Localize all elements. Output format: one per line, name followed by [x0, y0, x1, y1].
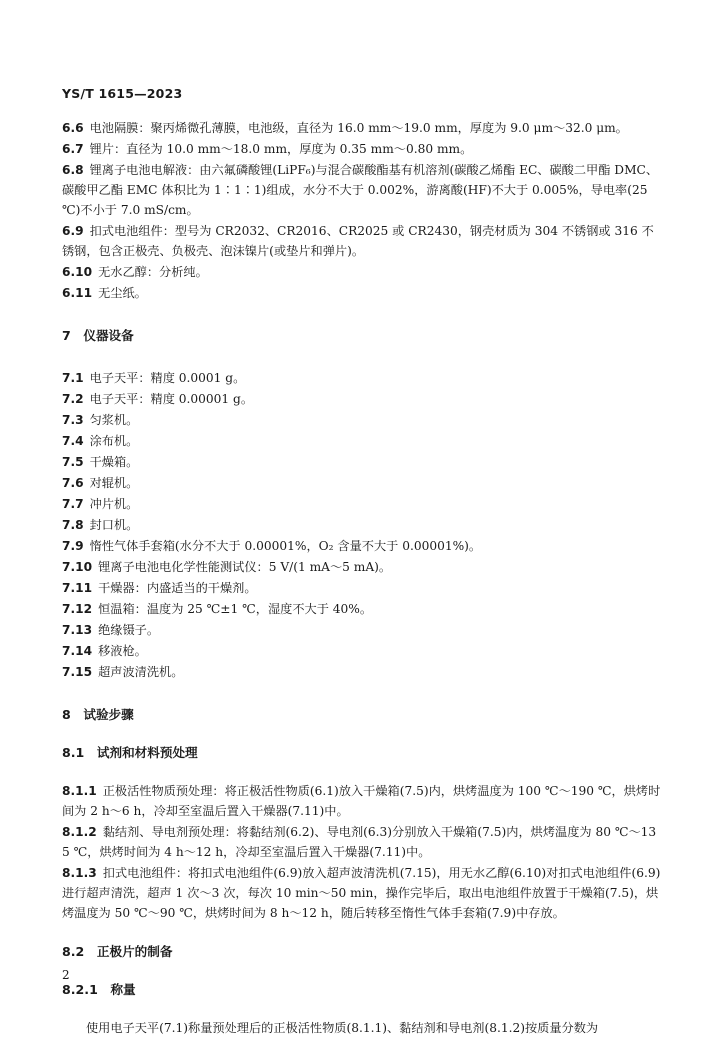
- section-8-heading: 8 试验步骤: [62, 707, 134, 722]
- clause-text: 黏结剂、导电剂预处理：将黏结剂(6.2)、导电剂(6.3)分别放入干燥箱(7.5)内，烘烤温度为 80 ℃～135 ℃，烘烤时间为 4 h～12 h，冷却至室温后置入干燥器(7.11)中。: [62, 825, 657, 859]
- clause-text: 扣式电池组件：将扣式电池组件(6.9)放入超声波清洗机(7.15)，用无水乙醇(6.10)对扣式电池组件(6.9)进行超声清洗，超声 1 次～3 次，每次 10 min～50 min，操作完毕后，取出电池组件放置于干燥箱(7.5)，烘烤温度为 50 ℃～90 ℃，烘烤时间为 8 h～12 h，随后转移至惰性气体手套箱(7.9)中存放。: [62, 866, 661, 920]
- clause-6-6: [62, 118, 662, 138]
- clause-7-6: [62, 473, 662, 493]
- page-number: 2: [62, 968, 70, 982]
- clause-number: 6.10: [62, 265, 93, 279]
- clause-text: 正极活性物质预处理：将正极活性物质(6.1)放入干燥箱(7.5)内，烘烤温度为 100 ℃～190 ℃，烘烤时间为 2 h～6 h，冷却至室温后置入干燥器(7.11)中。: [62, 784, 661, 818]
- clause-7-14: [62, 641, 662, 661]
- clause-8-1-2: [62, 822, 662, 862]
- clause-number: 7.2: [62, 392, 84, 406]
- clause-text: 无水乙醇：分析纯。: [98, 265, 208, 279]
- document-body: [62, 118, 662, 1039]
- clause-7-2: [62, 389, 662, 409]
- clause-text: 对辊机。: [89, 476, 139, 490]
- clause-text: 锂片：直径为 10.0 mm～18.0 mm，厚度为 0.35 mm～0.80 mm。: [89, 142, 473, 156]
- clause-number: 7.11: [62, 581, 93, 595]
- clause-number: 7.7: [62, 497, 84, 511]
- section-8-2-heading: 8.2 正极片的制备: [62, 944, 173, 959]
- clause-text: 锂离子电池电解液：由六氟磷酸锂(LiPF₆)与混合碳酸酯基有机溶剂(碳酸乙烯酯 EC、碳酸二甲酯 DMC、碳酸甲乙酯 EMC 体积比为 1∶1∶1)组成，水分不大于 0.002%，游离酸(HF)不大于 0.005%，导电率(25 ℃)不小于 7.0 mS/cm。: [62, 163, 659, 217]
- document-id-header: YS/T 1615—2023: [62, 86, 183, 101]
- clause-number: 6.11: [62, 286, 93, 300]
- clause-text: 锂离子电池电化学性能测试仪：5 V/(1 mA～5 mA)。: [98, 560, 392, 574]
- clause-text: 匀浆机。: [89, 413, 139, 427]
- clause-7-10: [62, 557, 662, 577]
- clause-number: 8.1.1: [62, 784, 97, 798]
- clause-number: 6.9: [62, 224, 84, 238]
- clause-text: 惰性气体手套箱(水分不大于 0.00001%，O₂ 含量不大于 0.00001%)。: [89, 539, 482, 553]
- clause-text: 超声波清洗机。: [98, 665, 184, 679]
- clause-number: 7.9: [62, 539, 84, 553]
- clause-text: 绝缘镊子。: [98, 623, 160, 637]
- clause-number: 8.1.3: [62, 866, 97, 880]
- clause-7-15: [62, 662, 662, 682]
- clause-7-7: [62, 494, 662, 514]
- clause-number: 7.13: [62, 623, 93, 637]
- clause-text: 电池隔膜：聚丙烯微孔薄膜，电池级，直径为 16.0 mm～19.0 mm，厚度为 9.0 μm～32.0 μm。: [89, 121, 628, 135]
- clause-7-3: [62, 410, 662, 430]
- clause-7-8: [62, 515, 662, 535]
- weighing-paragraph: 使用电子天平(7.1)称量预处理后的正极活性物质(8.1.1)、黏结剂和导电剂(8.1.2)按质量分数为: [86, 1021, 599, 1035]
- clause-6-11: [62, 283, 662, 303]
- clause-text: 封口机。: [89, 518, 139, 532]
- clause-6-10: [62, 262, 662, 282]
- clause-text: 冲片机。: [89, 497, 139, 511]
- clause-7-13: [62, 620, 662, 640]
- clause-8-1-1: [62, 781, 662, 821]
- clause-7-1: [62, 368, 662, 388]
- clause-number: 7.5: [62, 455, 84, 469]
- clause-number: 7.10: [62, 560, 93, 574]
- clause-text: 电子天平：精度 0.0001 g。: [89, 371, 246, 385]
- section-7-heading: 7 仪器设备: [62, 328, 134, 343]
- clause-number: 7.12: [62, 602, 93, 616]
- clause-number: 7.15: [62, 665, 93, 679]
- clause-6-9: [62, 221, 662, 261]
- clause-7-11: [62, 578, 662, 598]
- clause-7-5: [62, 452, 662, 472]
- clause-number: 7.4: [62, 434, 84, 448]
- clause-text: 扣式电池组件：型号为 CR2032、CR2016、CR2025 或 CR2430，钢壳材质为 304 不锈钢或 316 不锈钢，包含正极壳、负极壳、泡沫镍片(或垫片和弹片)。: [62, 224, 654, 258]
- clause-number: 6.8: [62, 163, 84, 177]
- clause-7-12: [62, 599, 662, 619]
- clause-number: 7.14: [62, 644, 93, 658]
- clause-text: 恒温箱：温度为 25 ℃±1 ℃，湿度不大于 40%。: [98, 602, 373, 616]
- section-8-2-1-heading: 8.2.1 称量: [62, 982, 136, 997]
- clause-8-1-3: [62, 863, 662, 923]
- clause-text: 涂布机。: [89, 434, 139, 448]
- section-8-1-heading: 8.1 试剂和材料预处理: [62, 745, 198, 760]
- clause-text: 电子天平：精度 0.00001 g。: [89, 392, 254, 406]
- clause-number: 7.8: [62, 518, 84, 532]
- clause-number: 7.1: [62, 371, 84, 385]
- clause-text: 干燥器：内盛适当的干燥剂。: [98, 581, 257, 595]
- clause-7-9: [62, 536, 662, 556]
- clause-number: 7.3: [62, 413, 84, 427]
- clause-number: 8.1.2: [62, 825, 97, 839]
- clause-number: 6.7: [62, 142, 84, 156]
- clause-text: 无尘纸。: [98, 286, 147, 300]
- clause-number: 7.6: [62, 476, 84, 490]
- clause-text: 干燥箱。: [89, 455, 139, 469]
- clause-7-4: [62, 431, 662, 451]
- clause-6-7: [62, 139, 662, 159]
- clause-number: 6.6: [62, 121, 84, 135]
- clause-text: 移液枪。: [98, 644, 147, 658]
- clause-6-8: [62, 160, 662, 220]
